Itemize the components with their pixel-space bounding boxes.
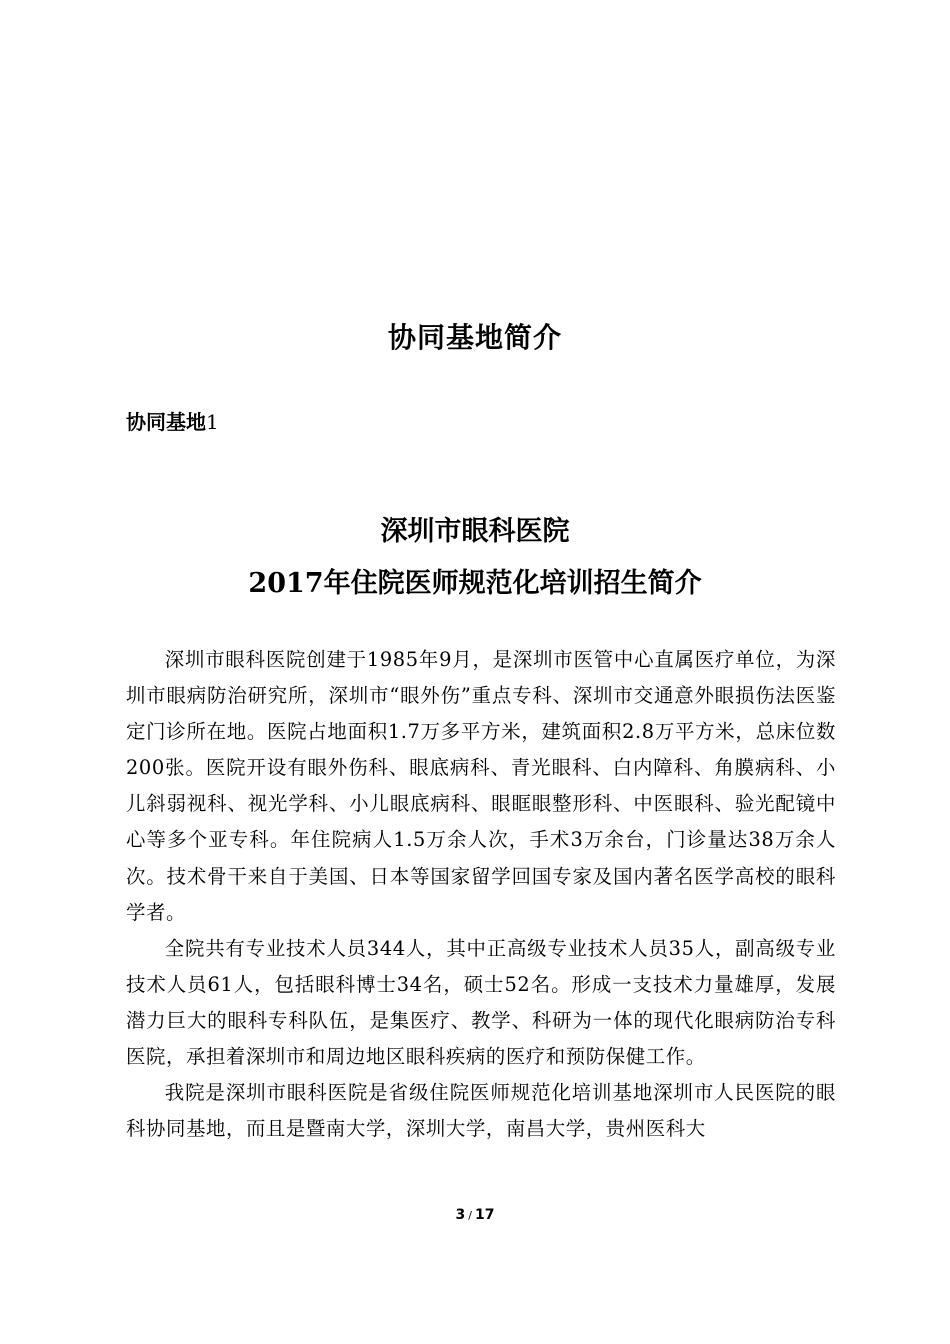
section-title: 协同基地简介 [387,321,562,354]
recruitment-title: 2017年住院医师规范化培训招生简介 [248,568,702,599]
base-label-text: 协同基地 [126,410,206,434]
base-label [126,406,219,435]
page-separator: / [468,1209,472,1222]
body-text [126,642,836,1147]
paragraph-2: 全院共有专业技术人员344人，其中正高级专业技术人员35人，副高级专业技术人员61人，包括眼科博士34名，硕士52名。形成一支技术力量雄厚，发展潜力巨大的眼科专科队伍，是集医疗、教学、科研为一体的现代化眼病防治专科医院，承担着深圳市和周边地区眼科疾病的医疗和预防保健工作。 [126,936,836,1069]
total-pages: 17 [474,1207,495,1223]
paragraph-3: 我院是深圳市眼科医院是省级住院医师规范化培训基地深圳市人民医院的眼科协同基地，而且是暨南大学，深圳大学，南昌大学，贵州医科大 [126,1081,836,1141]
current-page: 3 [455,1207,466,1223]
hospital-title [0,506,950,610]
page-number [0,1207,950,1223]
hospital-name: 深圳市眼科医院 [380,516,570,547]
base-label-number: 1 [206,410,219,434]
paragraph-1: 深圳市眼科医院创建于1985年9月，是深圳市医管中心直属医疗单位，为深圳市眼病防治研究所，深圳市“眼外伤”重点专科、深圳市交通意外眼损伤法医鉴定门诊所在地。医院占地面积1.7万多平方米，建筑面积2.8万平方米，总床位数200张。医院开设有眼外伤科、眼底病科、青光眼科、白内障科、角膜病科、小儿斜弱视科、视光学科、小儿眼底病科、眼眶眼整形科、中医眼科、验光配镜中心等多个亚专科。年住院病人1.5万余人次，手术3万余台，门诊量达38万余人次。技术骨干来自于美国、日本等国家留学回国专家及国内著名医学高校的眼科学者。 [126,648,836,924]
